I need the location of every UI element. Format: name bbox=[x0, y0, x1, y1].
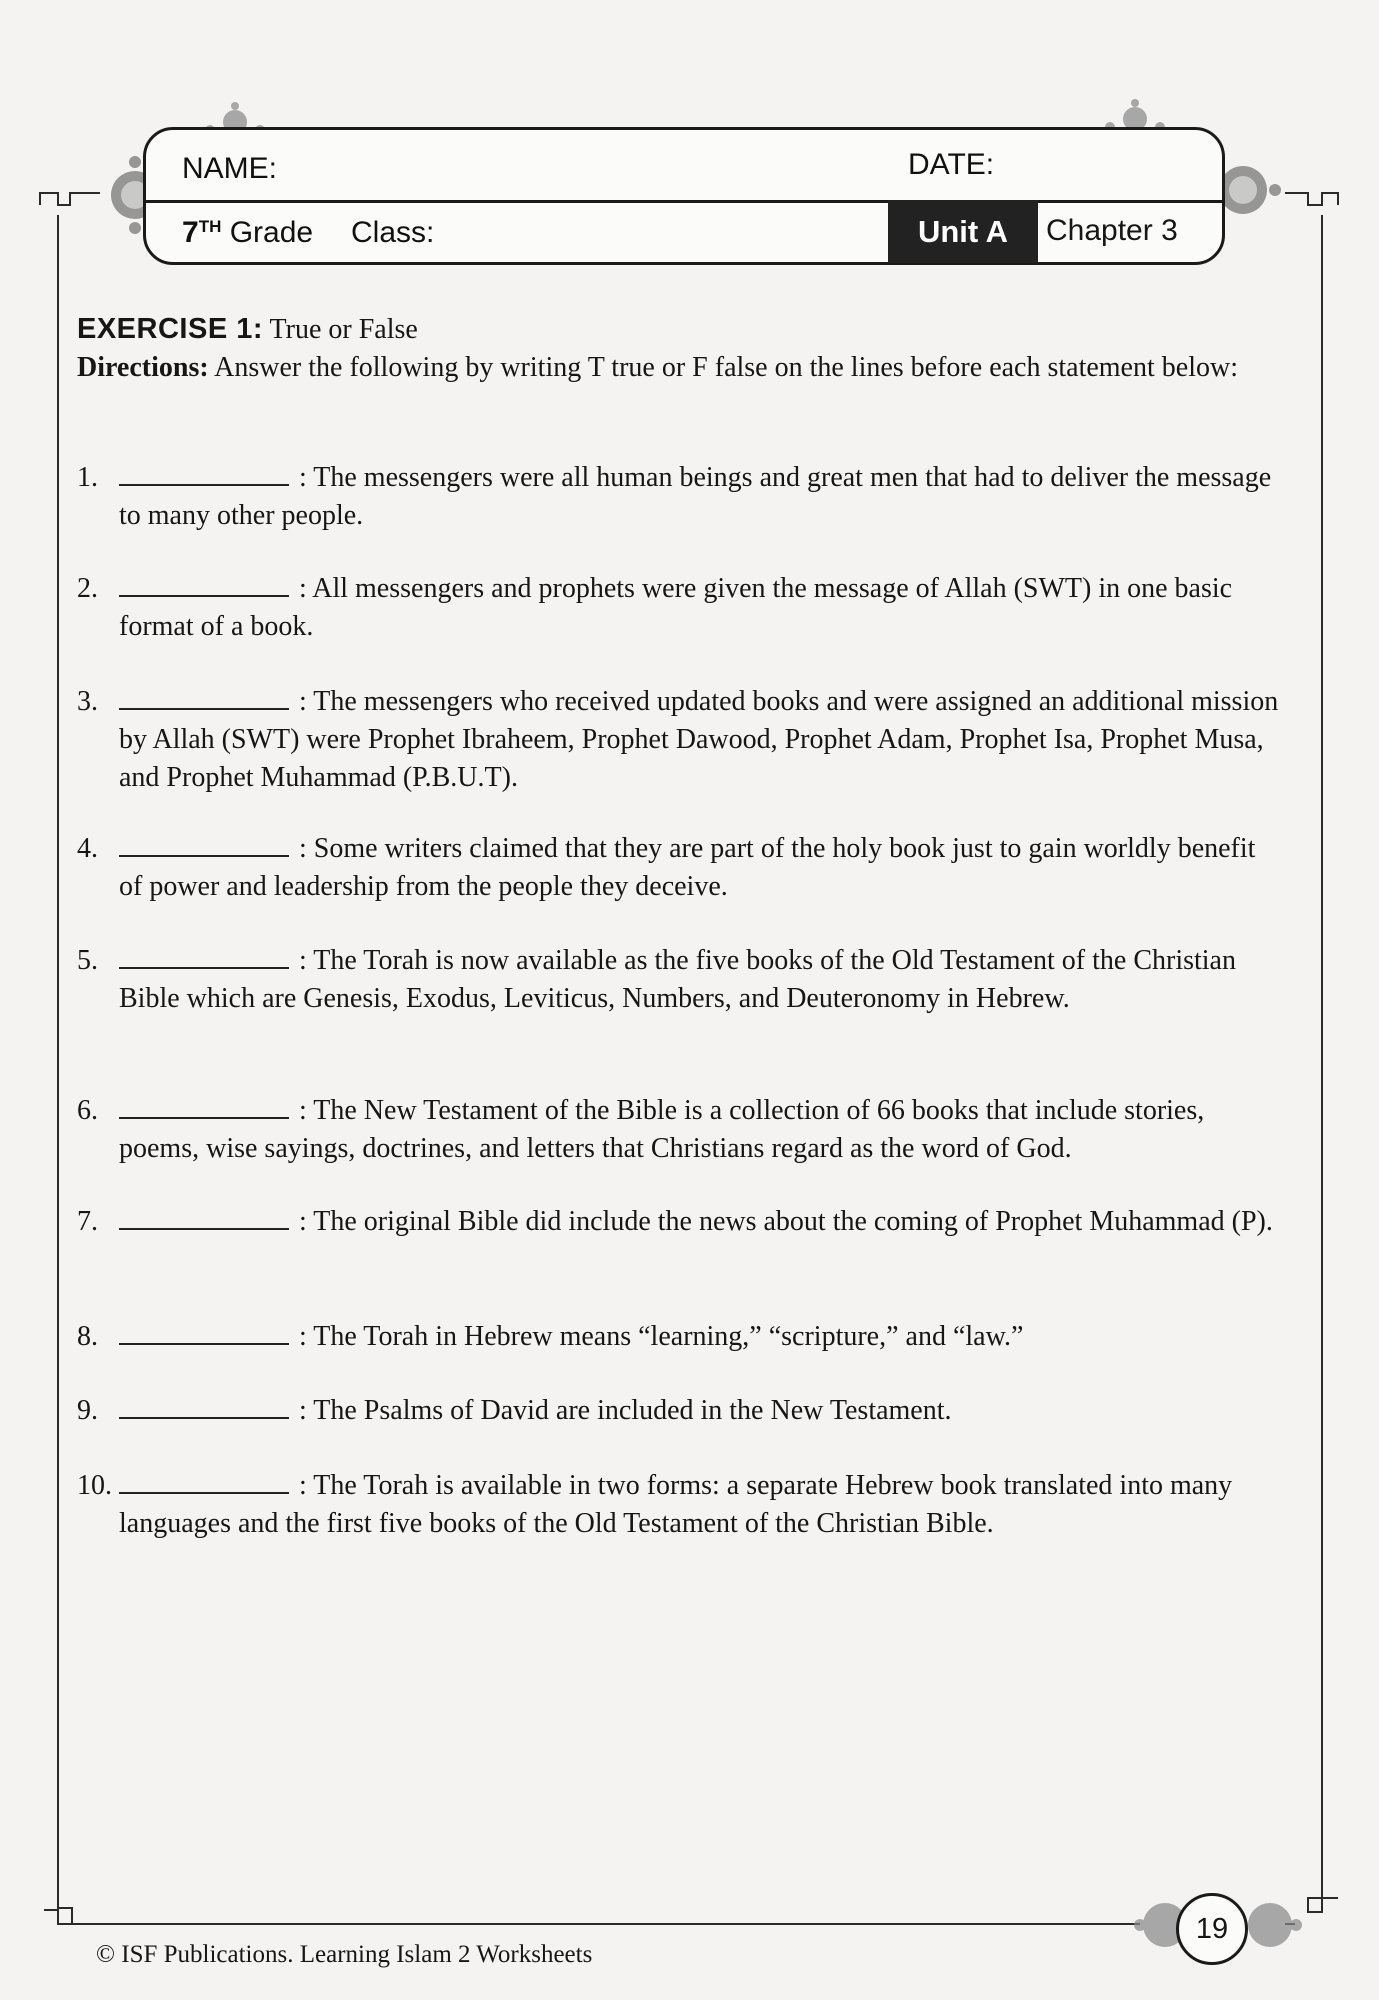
question-text: : The New Testament of the Bible is a collection of 66 books that include stories, poems, wise sayings, doctrines, and letters that Christians regard as the word of God. bbox=[119, 1095, 1205, 1164]
question-text: : The Torah in Hebrew means “learning,” “scripture,” and “law.” bbox=[299, 1321, 1024, 1352]
answer-blank[interactable] bbox=[119, 1204, 289, 1230]
directions-label: Directions: bbox=[77, 352, 209, 383]
unit-badge: Unit A bbox=[888, 200, 1038, 263]
question-number: 4. bbox=[77, 833, 98, 864]
answer-blank[interactable] bbox=[119, 1468, 289, 1494]
answer-blank[interactable] bbox=[119, 1393, 289, 1419]
answer-blank[interactable] bbox=[119, 684, 289, 710]
question-text: : The Torah is now available as the five books of the Old Testament of the Christian Bible which are Genesis, Exodus, Leviticus, Numbers, and Deuteronomy in Hebrew. bbox=[119, 945, 1236, 1014]
name-label: NAME: bbox=[182, 152, 278, 185]
question-text: : Some writers claimed that they are part of the holy book just to gain worldly benefit of power and leadership from the people they deceive. bbox=[119, 833, 1256, 902]
directions-text: Answer the following by writing T true or F false on the lines before each statement below: bbox=[214, 352, 1238, 383]
answer-blank[interactable] bbox=[119, 831, 289, 857]
exercise-title bbox=[77, 313, 418, 346]
answer-blank[interactable] bbox=[119, 943, 289, 969]
header-name-row bbox=[146, 130, 1222, 203]
question-text: : The messengers were all human beings and great men that had to deliver the message to many other people. bbox=[119, 462, 1272, 531]
question-number: 7. bbox=[77, 1206, 98, 1237]
question-number: 5. bbox=[77, 945, 98, 976]
exercise-heading: EXERCISE 1: bbox=[77, 313, 263, 345]
grade-number: 7 bbox=[182, 216, 199, 249]
page-number: 19 bbox=[1176, 1893, 1248, 1965]
grade-label: Grade bbox=[229, 216, 314, 249]
question-number: 6. bbox=[77, 1095, 98, 1126]
header-box bbox=[143, 127, 1225, 265]
date-label: DATE: bbox=[908, 148, 995, 181]
question-number: 8. bbox=[77, 1321, 98, 1352]
exercise-subtitle: True or False bbox=[269, 314, 418, 345]
question-text: : The original Bible did include the news about the coming of Prophet Muhammad (P). bbox=[299, 1206, 1273, 1237]
question-text: : The Psalms of David are included in the New Testament. bbox=[299, 1395, 952, 1426]
question-number: 9. bbox=[77, 1395, 98, 1426]
answer-blank[interactable] bbox=[119, 460, 289, 486]
question-text: : The Torah is available in two forms: a separate Hebrew book translated into many languages and the first five books of the Old Testament of the Christian Bible. bbox=[119, 1470, 1233, 1539]
answer-blank[interactable] bbox=[119, 571, 289, 597]
question-number: 3. bbox=[77, 686, 98, 717]
class-label: Class: bbox=[351, 216, 435, 249]
answer-blank[interactable] bbox=[119, 1093, 289, 1119]
question-text: : The messengers who received updated books and were assigned an additional mission by Allah (SWT) were Prophet Ibraheem, Prophet Dawood, Prophet Adam, Prophet Isa, Prophet Musa, and Prophet Muhammad (P.B.U.T). bbox=[119, 686, 1279, 793]
question-number: 10. bbox=[77, 1470, 112, 1501]
directions bbox=[77, 349, 1297, 386]
question-text: : All messengers and prophets were given the message of Allah (SWT) in one basic format of a book. bbox=[119, 573, 1233, 642]
grade-label-group bbox=[182, 216, 313, 250]
question-number: 2. bbox=[77, 573, 98, 604]
copyright-footer: © ISF Publications. Learning Islam 2 Worksheets bbox=[96, 1941, 593, 1968]
question-number: 1. bbox=[77, 462, 98, 493]
grade-superscript: TH bbox=[198, 217, 222, 236]
chapter-label: Chapter 3 bbox=[1046, 214, 1178, 247]
answer-blank[interactable] bbox=[119, 1319, 289, 1345]
